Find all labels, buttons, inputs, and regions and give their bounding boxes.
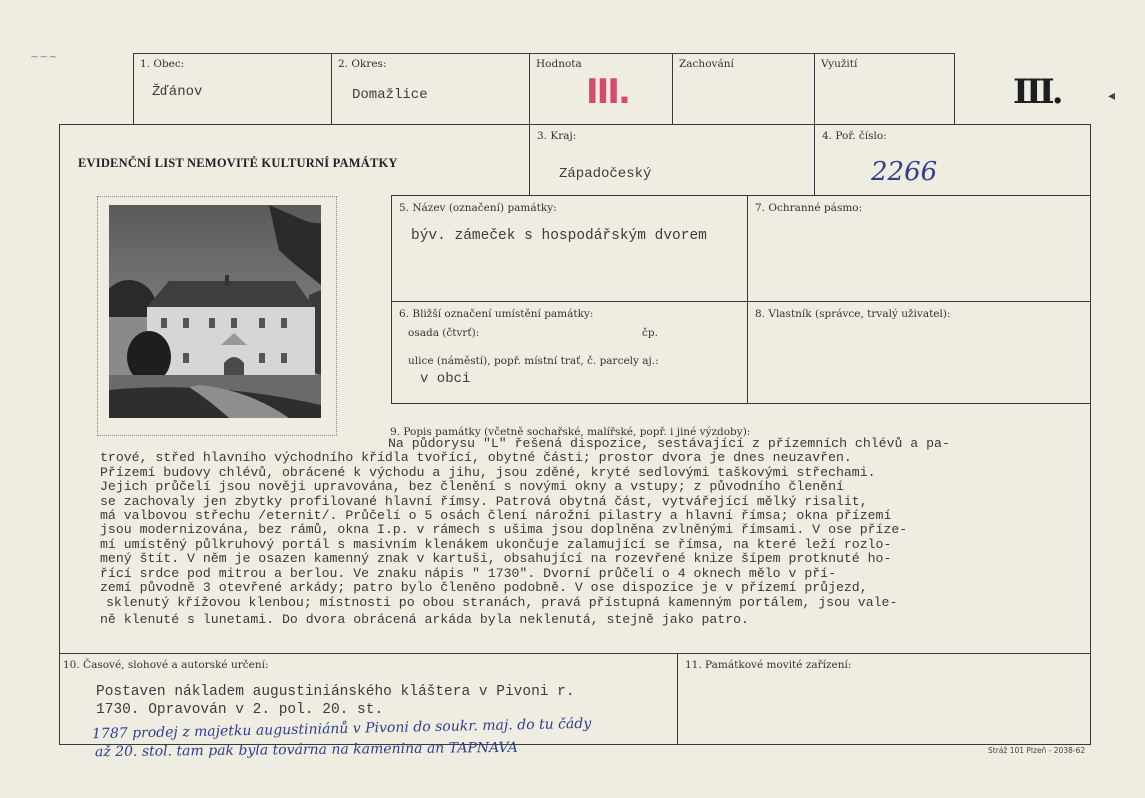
field-movite-zarizeni-label: 11. Památkové movité zařízení: <box>685 659 852 671</box>
corner-arrow: ◂ <box>1108 88 1116 104</box>
corner-mark: III. <box>1013 72 1061 112</box>
popis-line: mený štít. V něm je osazen kamenný znak v kartuši, obsahující na rozevřené knize šípem protknuté ho- <box>100 551 892 566</box>
corner-scribble: ~~~ <box>30 50 58 63</box>
field-nazev <box>391 195 748 302</box>
printer-mark: Stráž 101 Plzeň - 2038-62 <box>988 746 1086 755</box>
popis-line: Přízemí budovy chlévů, obrácené k východu a jihu, jsou zděné, kryté sedlovými taškovými střechami. <box>100 465 876 480</box>
popis-line: trové, střed hlavního východního křídla tvořící, obytné části; prostor dvora je dnes neuzavřen. <box>100 450 852 465</box>
popis-line: zemí původně 3 otevřené arkády; patro bylo členěno podobně. V ose dispozice je v přízemí průjezd, <box>100 580 868 595</box>
popis-line: řící srdce pod mitrou a berlou. Ve znaku nápis " 1730". Dvorní průčelí o 4 oknech mělo v pří- <box>100 566 836 581</box>
field-urceni-label: 10. Časové, slohové a autorské určení: <box>63 659 269 671</box>
popis-line: Na půdorysu "L" řešená dispozice, sestávající z přízemních chlévů a pa- <box>388 436 950 451</box>
field-zachovani <box>672 53 815 125</box>
popis-line: ně klenuté s lunetami. Do dvora obrácená arkáda byla neklenutá, stejně jako patro. <box>100 612 749 627</box>
popis-line: se zachovaly jen zbytky profilované hlavní římsy. Patrová obytná část, vytvářející mělký risalit, <box>100 494 868 509</box>
field-nazev-value: býv. zámeček s hospodářským dvorem <box>411 228 707 244</box>
field-ochranne-pasmo <box>747 195 1091 302</box>
field-okres-value: Domažlice <box>352 87 428 103</box>
field-umisteni-value: v obci <box>420 371 471 387</box>
field-obec <box>133 53 332 125</box>
field-urceni-line: Postaven nákladem augustiniánského kláštera v Pivoni r. <box>96 684 575 700</box>
field-okres <box>331 53 530 125</box>
field-urceni-line: 1730. Opravován v 2. pol. 20. st. <box>96 702 384 718</box>
popis-line: mí umístěný půlkruhový portál s masivním klenákem ukončuje zalamující se římsa, na které leží rozlo- <box>100 537 892 552</box>
field-umisteni-label: 6. Bližší označení umístění památky: <box>399 308 594 320</box>
field-cp-label: čp. <box>642 327 658 339</box>
field-popis-label: 9. Popis památky (včetně sochařské, malířské, popř. i jiné výzdoby): <box>390 426 751 438</box>
field-ulice-label: ulice (náměstí), popř. místní trať, č. parcely aj.: <box>408 355 659 367</box>
field-ochranne-pasmo-label: 7. Ochranné pásmo: <box>755 202 863 214</box>
field-por-cislo <box>814 124 1091 196</box>
building-photo-image <box>109 205 321 418</box>
popis-line: sklenutý křížovou klenbou; místnosti po obou stranách, pravá přístupná kamenným portálem, jsou vale- <box>106 595 898 610</box>
field-umisteni <box>391 301 748 404</box>
field-por-cislo-label: 4. Poř. číslo: <box>822 130 887 142</box>
field-kraj-label: 3. Kraj: <box>537 130 577 142</box>
field-hodnota <box>529 53 673 125</box>
popis-line: jsou modernizována, bez rámů, okna I.p. v rámech s ušima jsou doplněna zvlněnými římsami. V ose příze- <box>100 522 908 537</box>
field-movite-zarizeni <box>677 653 1091 745</box>
field-nazev-label: 5. Název (označení) památky: <box>399 202 557 214</box>
field-vyuziti-label: Využití <box>821 58 858 70</box>
field-osada-label: osada (čtvrť): <box>408 327 480 339</box>
popis-line: Jejich průčelí jsou nověji upravována, bez členění s novými okny a vstupy; z původního členění <box>100 479 844 494</box>
form-title: EVIDENČNÍ LIST NEMOVITÉ KULTURNÍ PAMÁTKY <box>78 156 398 170</box>
building-photo <box>109 205 321 418</box>
field-obec-value: Žďánov <box>152 84 203 100</box>
handwritten-note: 1787 prodej z majetku augustiniánů v Pivoni do soukr. maj. do tu čády <box>91 715 592 743</box>
field-zachovani-label: Zachování <box>679 58 734 70</box>
field-vlastnik <box>747 301 1091 404</box>
field-por-cislo-value: 2266 <box>871 157 938 187</box>
popis-line: má valbovou střechu /eternit/. Průčelí o 5 osách člení nárožní pilastry a hlavní římsa; okna přízemí <box>100 508 892 523</box>
field-obec-label: 1. Obec: <box>140 58 185 70</box>
field-kraj-value: Západočeský <box>559 166 652 182</box>
field-hodnota-label: Hodnota <box>536 58 582 70</box>
field-vlastnik-label: 8. Vlastník (správce, trvalý uživatel): <box>755 308 951 320</box>
field-vyuziti <box>814 53 955 125</box>
hodnota-stamp: III. <box>586 72 629 112</box>
handwritten-note: až 20. stol. tam pak byla továrna na kamenina an TAPNAVA <box>94 739 518 761</box>
field-kraj <box>529 124 815 196</box>
field-okres-label: 2. Okres: <box>338 58 387 70</box>
